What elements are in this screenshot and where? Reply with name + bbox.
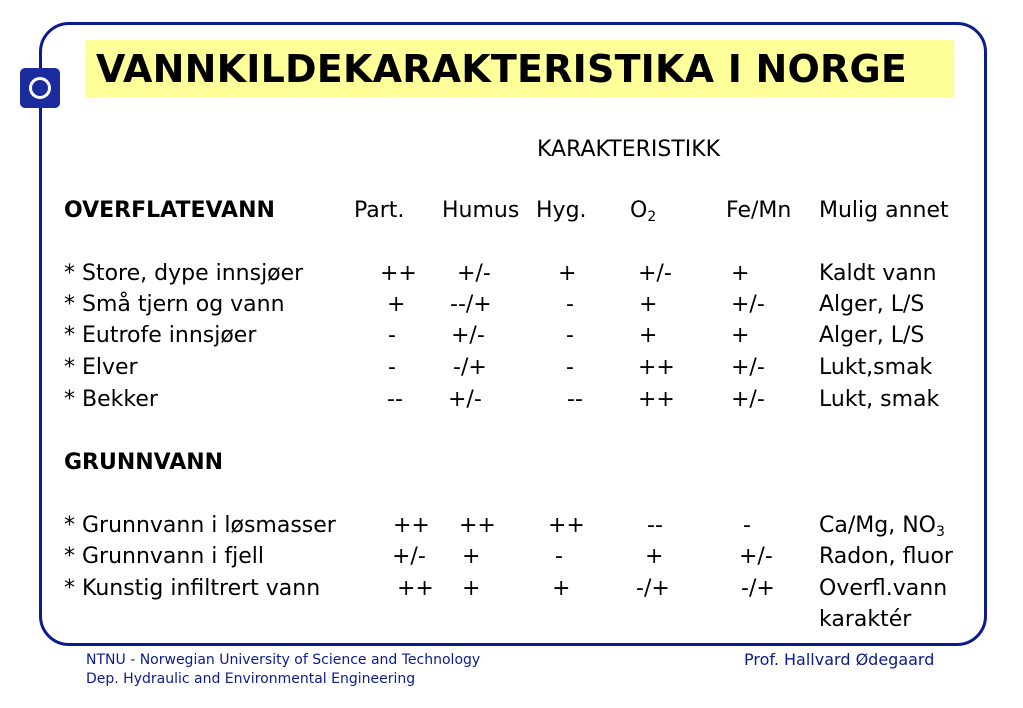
cell-part: ++ bbox=[380, 261, 417, 286]
cell-o2: + bbox=[639, 323, 658, 348]
cell-o2: -- bbox=[647, 513, 663, 538]
cell-hyg: ++ bbox=[548, 513, 585, 538]
row-label: * Små tjern og vann bbox=[64, 292, 285, 317]
cell-o2: -/+ bbox=[636, 576, 670, 601]
row-label: * Elver bbox=[64, 355, 138, 380]
cell-hyg: - bbox=[555, 544, 563, 569]
cell-femn: + bbox=[731, 261, 750, 286]
cell-hyg: + bbox=[552, 576, 571, 601]
cell-o2: + bbox=[639, 292, 658, 317]
overflatevann-heading: OVERFLATEVANN bbox=[64, 198, 275, 223]
cell-o2: +/- bbox=[638, 261, 672, 286]
cell-annet: Alger, L/S bbox=[819, 323, 925, 348]
cell-part: - bbox=[388, 355, 396, 380]
cell-part: ++ bbox=[393, 513, 430, 538]
row-label: * Store, dype innsjøer bbox=[64, 261, 304, 286]
cell-annet: Ca/Mg, $NO_3$ bbox=[819, 513, 945, 540]
cell-annet: Lukt, smak bbox=[819, 387, 940, 412]
slide-title: VANNKILDEKARAKTERISTIKA I NORGE bbox=[96, 47, 907, 91]
row-label: * Kunstig infiltrert vann bbox=[64, 576, 321, 601]
row-label: * Eutrofe innsjøer bbox=[64, 323, 257, 348]
cell-part: - bbox=[388, 323, 396, 348]
col-annet: Mulig annet bbox=[819, 198, 949, 223]
col-humus: Humus bbox=[442, 198, 520, 223]
cell-hyg: -- bbox=[567, 387, 583, 412]
cell-hyg: - bbox=[566, 323, 574, 348]
footer-institution: NTNU - Norwegian University of Science and Technology bbox=[86, 652, 481, 668]
cell-annet-continued: karaktér bbox=[819, 607, 912, 632]
cell-femn: - bbox=[743, 513, 751, 538]
grunnvann-heading: GRUNNVANN bbox=[64, 450, 224, 475]
logo-ring bbox=[29, 77, 51, 99]
cell-o2: ++ bbox=[638, 355, 675, 380]
col-hyg: Hyg. bbox=[536, 198, 587, 223]
cell-humus: -/+ bbox=[453, 355, 487, 380]
cell-femn: +/- bbox=[731, 387, 765, 412]
cell-o2: + bbox=[645, 544, 664, 569]
cell-humus: + bbox=[462, 544, 481, 569]
ntnu-logo-icon bbox=[20, 68, 60, 108]
row-label: * Grunnvann i løsmasser bbox=[64, 513, 336, 538]
cell-femn: +/- bbox=[731, 292, 765, 317]
cell-part: ++ bbox=[397, 576, 434, 601]
cell-annet: Alger, L/S bbox=[819, 292, 925, 317]
footer-department: Dep. Hydraulic and Environmental Engineering bbox=[86, 671, 416, 687]
cell-annet: Lukt,smak bbox=[819, 355, 933, 380]
cell-femn: -/+ bbox=[741, 576, 775, 601]
cell-o2: ++ bbox=[638, 387, 675, 412]
cell-hyg: + bbox=[558, 261, 577, 286]
footer-author: Prof. Hallvard Ødegaard bbox=[744, 650, 935, 669]
cell-femn: + bbox=[731, 323, 750, 348]
col-femn: Fe/Mn bbox=[726, 198, 792, 223]
col-o2: $O_2$ bbox=[630, 198, 657, 225]
row-label: * Grunnvann i fjell bbox=[64, 544, 265, 569]
cell-part: -- bbox=[387, 387, 403, 412]
cell-humus: +/- bbox=[451, 323, 485, 348]
cell-humus: +/- bbox=[457, 261, 491, 286]
cell-humus: --/+ bbox=[450, 292, 492, 317]
cell-humus: + bbox=[462, 576, 481, 601]
cell-femn: +/- bbox=[739, 544, 773, 569]
cell-annet: Radon, fluor bbox=[819, 544, 953, 569]
col-part: Part. bbox=[354, 198, 405, 223]
cell-hyg: - bbox=[566, 355, 574, 380]
cell-humus: +/- bbox=[448, 387, 482, 412]
cell-hyg: - bbox=[566, 292, 574, 317]
cell-annet: Overfl.vann bbox=[819, 576, 948, 601]
cell-humus: ++ bbox=[459, 513, 496, 538]
karakteristikk-label: KARAKTERISTIKK bbox=[537, 137, 721, 162]
cell-femn: +/- bbox=[731, 355, 765, 380]
cell-annet: Kaldt vann bbox=[819, 261, 937, 286]
row-label: * Bekker bbox=[64, 387, 158, 412]
cell-part: +/- bbox=[392, 544, 426, 569]
cell-part: + bbox=[387, 292, 406, 317]
